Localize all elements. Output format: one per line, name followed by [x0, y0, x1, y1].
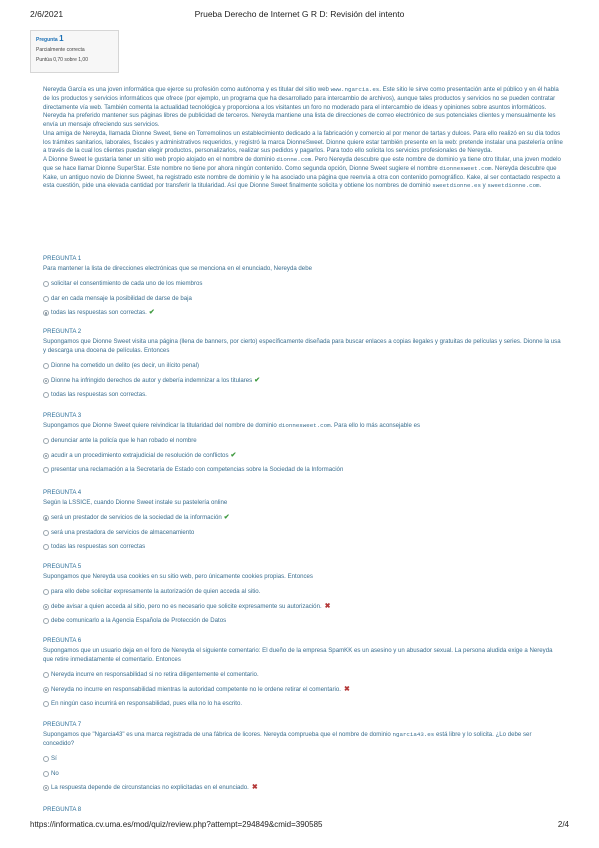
question-status: Parcialmente correcta [36, 47, 85, 53]
question-stem: Según la LSSICE, cuando Dionne Sweet instale su pastelería online [43, 499, 228, 506]
answer-option[interactable]: En ningún caso incurrirá en responsabilidad, pues ella no lo ha escrito. [43, 700, 563, 708]
question-score: Puntúa 0,70 sobre 1,00 [36, 57, 88, 63]
radio-button[interactable] [43, 392, 49, 398]
question-title: PREGUNTA 5 [43, 563, 82, 570]
question-stem: Supongamos que Dionne Sweet quiere reivindicar la titularidad del nombre de dominio dionnesweet.com. Para ello lo más aconsejable es [43, 422, 421, 429]
case-paragraph-3: A Dionne Sweet le gustaría tener un sitio web propio alojado en el nombre de dominio dionne.com. Pero Nereyda descubre que este nombre de dominio ya tiene otro titular, una joven modelo que se hace llamar Dionne SuperStar. Este nombre no tiene por ahora ningún contenido. Como segunda opción, Dionne Sweet sugiere el nombre dionnesweet.com. Nereyda descubre que Kake, un antiguo novio de Dionne Sweet, ha registrado este nombre de dominio y le ha asociado una página que reenvía a otra con contenido pornográfico. Kake, al ser contactado respecto a esta cuestión, pide una elevada cantidad por transferir la titularidad. Así que Dionne Sweet finalmente solicita y obtiene los nombres de dominio sweetdionne.es y sweetdionne.com. [43, 156, 561, 190]
answer-option[interactable]: denunciar ante la policía que le han robado el nombre [43, 437, 563, 445]
radio-button-selected[interactable] [43, 604, 49, 610]
case-paragraph-2: Una amiga de Nereyda, llamada Dionne Sweet, tiene en Torremolinos un establecimiento dedicado a la fabricación y comercio al por menor de tartas y dulces. Para ello realizó en su día todos los trámites sanitarios, laborales, fiscales y administrativos requeridos, y registró la marca DionneSweet. Dionne quiere estar también presente en la web: pretende instalar una pastelería online a través de la cual los clientes puedan elegir productos, personalizarlos, realizar sus pedidos y pagarlos. Para todo ello solicita los servicios profesionales de Nereyda. [43, 129, 563, 155]
question-title: PREGUNTA 7 [43, 721, 82, 728]
answer-option[interactable]: será un prestador de servicios de la sociedad de la información ✔ [43, 514, 563, 522]
case-statement [43, 86, 563, 191]
answer-option[interactable]: será una prestadora de servicios de almacenamiento [43, 529, 563, 537]
answer-option[interactable]: todas las respuestas son correctas [43, 543, 563, 551]
case-paragraph-1: Nereyda García es una joven informática que ejerce su profesión como autónoma y es titular del sitio web www.ngarcia.es. Este sitio le sirve como presentación ante el público y en él habla de los productos y servicios informáticos que ofrece (por ejemplo, un programa que ha desarrollado para intercambio de archivos), aunque tales productos y servicios no se pueden contratar directamente vía web. También comenta la actualidad tecnológica y proporciona a los visitantes un foro no moderado para el intercambio de ideas y opiniones sobre asuntos informáticos. Nereyda ha preferido mantener sus páginas libres de publicidad de terceros. Nereyda mantiene una lista de direcciones de correo electrónico de sus potenciales clientes y mensualmente les envía un mensaje ofreciendo sus servicios. [43, 86, 559, 128]
domain-ngarcia: www.ngarcia.es [330, 86, 380, 93]
question-4 [43, 489, 563, 551]
question-number: Pregunta 1 [36, 34, 64, 43]
radio-button-selected[interactable] [43, 310, 49, 316]
question-stem: Supongamos que un usuario deja en el foro de Nereyda el siguiente comentario: El dueño de la empresa SpamKK es un asesino y un abusador sexual. La persona aludida exige a Nereyda que retire inmediatamente el comentario. Entonces [43, 647, 553, 663]
radio-button[interactable] [43, 281, 49, 287]
question-title: PREGUNTA 8 [43, 806, 82, 813]
radio-button-selected[interactable] [43, 378, 49, 384]
radio-button-selected[interactable] [43, 453, 49, 459]
answer-option[interactable]: Dionne ha cometido un delito (es decir, un ilícito penal) [43, 362, 563, 370]
answer-option[interactable]: presentar una reclamación a la Secretaría de Estado con competencias sobre la Sociedad de la Información [43, 466, 563, 474]
check-icon: ✔ [230, 451, 237, 459]
answer-option[interactable]: debe comunicarlo a la Agencia Española de Protección de Datos [43, 617, 563, 625]
question-7 [43, 721, 563, 792]
answer-option[interactable]: acudir a un procedimiento extrajudicial de resolución de conflictos ✔ [43, 452, 563, 460]
cross-icon: ✖ [343, 685, 350, 693]
question-info-box [30, 30, 119, 73]
radio-button[interactable] [43, 296, 49, 302]
question-stem: Supongamos que "Ngarcia43" es una marca registrada de una fábrica de licores. Nereyda comprueba que el nombre de dominio ngarcia43.es está libre y lo solicita. ¿Lo debe ser concedido? [43, 731, 532, 747]
answer-option[interactable]: dar en cada mensaje la posibilidad de darse de baja [43, 295, 563, 303]
question-5 [43, 563, 563, 625]
check-icon: ✔ [254, 376, 261, 384]
radio-button[interactable] [43, 701, 49, 707]
check-icon: ✔ [223, 514, 230, 522]
question-title: PREGUNTA 4 [43, 489, 82, 496]
answer-option[interactable]: Nereyda no incurre en responsabilidad mientras la autoridad competente no le ordene retirar el comentario. ✖ [43, 686, 563, 694]
answer-option[interactable]: solicitar el consentimiento de cada uno de los miembros [43, 280, 563, 288]
cross-icon: ✖ [324, 602, 331, 610]
radio-button-selected[interactable] [43, 515, 49, 521]
print-header [30, 9, 569, 21]
radio-button[interactable] [43, 756, 49, 762]
radio-button-selected[interactable] [43, 785, 49, 791]
answer-option[interactable]: para ello debe solicitar expresamente la autorización de quien acceda al sitio. [43, 588, 563, 596]
question-1 [43, 255, 563, 317]
print-date: 2/6/2021 [30, 9, 64, 19]
radio-button[interactable] [43, 363, 49, 369]
question-title: PREGUNTA 3 [43, 412, 82, 419]
radio-button[interactable] [43, 618, 49, 624]
question-title: PREGUNTA 2 [43, 328, 82, 335]
answer-option[interactable]: Nereyda incurre en responsabilidad si no retira diligentemente el comentario. [43, 671, 563, 679]
question-stem: Para mantener la lista de direcciones electrónicas que se menciona en el enunciado, Nereyda debe [43, 265, 312, 272]
question-8 [43, 806, 563, 814]
check-icon: ✔ [148, 309, 155, 317]
radio-button[interactable] [43, 438, 49, 444]
answer-option[interactable]: debe avisar a quien acceda al sitio, pero no es necesario que solicite expresamente su autorización. ✖ [43, 603, 563, 611]
question-stem: Supongamos que Dionne Sweet visita una página (llena de banners, por cierto) específicamente diseñada para buscar enlaces a copias ilegales y gratuitas de películas y series. Dionne la usa y descarga una docena de películas. Entonces [43, 338, 561, 354]
answer-option[interactable]: todas las respuestas son correctas. ✔ [43, 309, 563, 317]
answer-option[interactable]: No [43, 770, 563, 778]
print-title: Prueba Derecho de Internet G R D: Revisión del intento [194, 9, 405, 19]
radio-button[interactable] [43, 771, 49, 777]
answer-option[interactable]: todas las respuestas son correctas. [43, 391, 563, 399]
question-title: PREGUNTA 6 [43, 637, 82, 644]
radio-button[interactable] [43, 589, 49, 595]
question-title: PREGUNTA 1 [43, 255, 82, 262]
question-stem: Supongamos que Nereyda usa cookies en su sitio web, pero únicamente cookies propias. Entonces [43, 573, 313, 580]
question-3 [43, 412, 563, 474]
answer-option[interactable]: Dionne ha infringido derechos de autor y debería indemnizar a los titulares ✔ [43, 377, 563, 385]
print-url: https://informatica.cv.uma.es/mod/quiz/review.php?attempt=294849&cmid=390585 [30, 820, 323, 829]
radio-button[interactable] [43, 672, 49, 678]
question-2 [43, 328, 563, 399]
radio-button[interactable] [43, 544, 49, 550]
answer-option[interactable]: La respuesta depende de circunstancias no explicitadas en el enunciado. ✖ [43, 784, 563, 792]
question-6 [43, 637, 563, 708]
page-number: 2/4 [557, 820, 569, 829]
radio-button[interactable] [43, 530, 49, 536]
print-footer [30, 820, 569, 832]
radio-button[interactable] [43, 467, 49, 473]
cross-icon: ✖ [251, 784, 258, 791]
answer-option[interactable]: Sí [43, 755, 563, 763]
radio-button-selected[interactable] [43, 687, 49, 693]
